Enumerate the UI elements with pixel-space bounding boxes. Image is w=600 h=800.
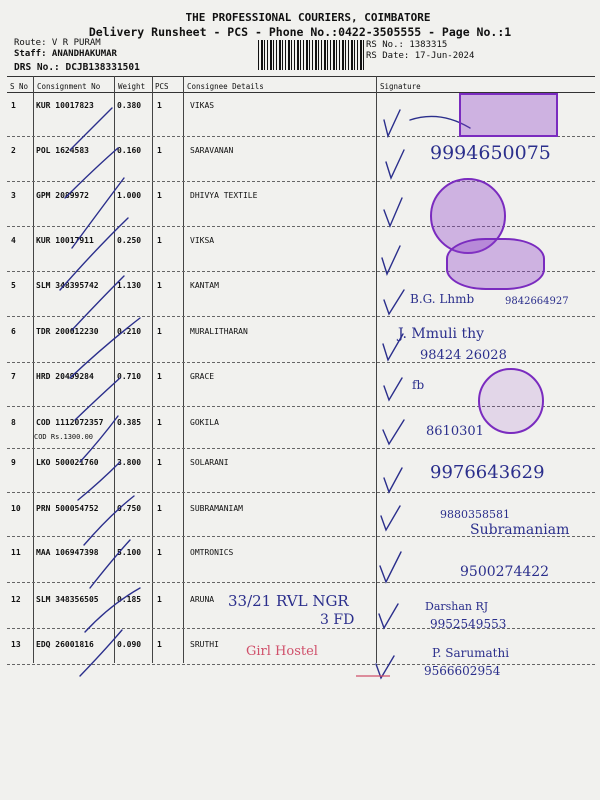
- staff-label: Staff: ANANDHAKUMAR: [14, 49, 117, 59]
- company-name: THE PROFESSIONAL COURIERS, COIMBATORE: [185, 11, 431, 24]
- cod-note: COD Rs.1300.00: [34, 433, 94, 441]
- cell-pcs: 1: [157, 418, 162, 427]
- tick-mark: [78, 462, 120, 500]
- cell-weight: 0.160: [117, 146, 142, 155]
- handwritten-name: P. Sarumathi: [432, 646, 510, 660]
- cell-consignee: SARAVANAN: [190, 146, 234, 155]
- rs-number: RS No.: 1383315: [366, 40, 448, 50]
- cell-consignee: KANTAM: [190, 281, 219, 290]
- cell-consignment: GPM 2089972: [36, 191, 89, 200]
- cell-pcs: 1: [157, 327, 162, 336]
- cell-sno: 11: [11, 548, 21, 557]
- cell-consignment: POL 1624583: [36, 146, 89, 155]
- col-header-pcs: PCS: [155, 82, 169, 91]
- company-stamp: [446, 238, 545, 290]
- cell-consignment: HRD 20499284: [36, 372, 94, 381]
- handwritten-name: Darshan RJ: [425, 600, 489, 613]
- cell-sno: 6: [11, 327, 16, 336]
- signature-tick: [384, 378, 402, 400]
- cell-consignee: SRUTHI: [190, 640, 219, 649]
- cell-weight: 0.750: [117, 504, 142, 513]
- cell-weight: 3.800: [117, 458, 142, 467]
- cell-consignment: EDQ 26001816: [36, 640, 94, 649]
- col-header-weight: Weight: [118, 82, 146, 91]
- cell-pcs: 1: [157, 640, 162, 649]
- tick-mark: [85, 588, 140, 632]
- signature-tick: [379, 604, 398, 628]
- cell-weight: 0.250: [117, 236, 142, 245]
- cell-weight: 5.100: [117, 548, 142, 557]
- col-header-signature: Signature: [380, 82, 421, 91]
- tick-mark: [84, 496, 134, 545]
- cell-sno: 7: [11, 372, 16, 381]
- cell-consignee: OMTRONICS: [190, 548, 234, 557]
- signature-tick: [380, 552, 401, 582]
- handwritten-floor: 3 FD: [320, 612, 355, 628]
- cell-pcs: 1: [157, 146, 162, 155]
- signature-tick: [384, 198, 402, 226]
- handwritten-phone: 8610301: [426, 424, 484, 439]
- signature-tick: [386, 150, 404, 178]
- cell-sno: 9: [11, 458, 16, 467]
- cell-consignment: SLM 348356505: [36, 595, 99, 604]
- runsheet-title: Delivery Runsheet - PCS - Phone No.:0422-3505555 - Page No.:1: [88, 25, 512, 39]
- handwritten-phone: 9500274422: [460, 564, 550, 580]
- col-header-sno: S No: [10, 82, 29, 91]
- cell-weight: 1.000: [117, 191, 142, 200]
- handwritten-mark: fb: [412, 378, 425, 392]
- cell-weight: 0.710: [117, 372, 142, 381]
- cell-consignment: LKO 500021760: [36, 458, 99, 467]
- cell-consignment: KUR 10017823: [36, 101, 94, 110]
- cell-consignee: MURALITHARAN: [190, 327, 248, 336]
- signature-tick: [382, 246, 400, 274]
- cell-sno: 2: [11, 146, 16, 155]
- tick-mark: [80, 416, 118, 462]
- cell-weight: 0.385: [117, 418, 142, 427]
- handwritten-note: Girl Hostel: [246, 644, 318, 659]
- round-stamp: [478, 368, 544, 434]
- cell-consignment: PRN 500054752: [36, 504, 99, 513]
- tick-mark: [65, 148, 118, 198]
- rs-date: RS Date: 17-Jun-2024: [366, 51, 475, 61]
- cell-sno: 12: [11, 595, 21, 604]
- signature-tick: [384, 110, 400, 136]
- cell-pcs: 1: [157, 458, 162, 467]
- cell-weight: 1.130: [117, 281, 142, 290]
- signature-tick: [381, 506, 400, 530]
- cell-sno: 5: [11, 281, 16, 290]
- cell-pcs: 1: [157, 548, 162, 557]
- col-header-consignee: Consignee Details: [187, 82, 264, 91]
- cell-consignee: DHIVYA TEXTILE: [190, 191, 258, 200]
- handwritten-name: J. Mmuli thy: [398, 326, 485, 342]
- cell-sno: 4: [11, 236, 16, 245]
- cell-consignee: ARUNA: [190, 595, 215, 604]
- tick-mark: [70, 318, 140, 378]
- handwritten-phone: 9976643629: [430, 462, 545, 483]
- tick-mark: [72, 178, 124, 248]
- tick-mark: [90, 540, 130, 588]
- handwritten-phone: 98424 26028: [420, 348, 507, 363]
- cell-consignment: TDR 200012230: [36, 327, 99, 336]
- handwritten-name: B.G. Lhmb: [410, 292, 475, 306]
- col-header-consignment: Consignment No: [37, 82, 101, 91]
- signature-tick: [376, 656, 394, 678]
- cell-consignment: COD 1112072357: [36, 418, 104, 427]
- cell-pcs: 1: [157, 504, 162, 513]
- handwritten-phone: 9566602954: [424, 664, 501, 678]
- drs-number: DRS No.: DCJB138331501: [14, 62, 140, 73]
- cell-consignment: KUR 10017911: [36, 236, 94, 245]
- cell-weight: 0.380: [117, 101, 142, 110]
- cell-sno: 13: [11, 640, 21, 649]
- cell-sno: 1: [11, 101, 16, 110]
- cell-weight: 0.210: [117, 327, 142, 336]
- cell-sno: 10: [11, 504, 21, 513]
- handwritten-phone: 9842664927: [505, 296, 569, 307]
- handwritten-phone: 9880358581: [440, 508, 510, 521]
- signature-tick: [384, 468, 402, 492]
- cell-pcs: 1: [157, 595, 162, 604]
- cell-sno: 3: [11, 191, 16, 200]
- company-stamp: [459, 93, 558, 137]
- cell-weight: 0.185: [117, 595, 142, 604]
- tick-mark: [72, 276, 124, 330]
- cell-pcs: 1: [157, 281, 162, 290]
- cell-weight: 0.090: [117, 640, 142, 649]
- handwritten-address: 33/21 RVL NGR: [228, 592, 349, 610]
- cell-consignment: SLM 348395742: [36, 281, 99, 290]
- signature-tick: [384, 290, 404, 314]
- handwritten-phone: 9994650075: [430, 142, 551, 164]
- tick-mark: [75, 378, 120, 420]
- cell-pcs: 1: [157, 236, 162, 245]
- cell-consignee: VIKSA: [190, 236, 215, 245]
- tick-mark: [70, 108, 112, 150]
- cell-consignee: GOKILA: [190, 418, 219, 427]
- cell-pcs: 1: [157, 191, 162, 200]
- cell-pcs: 1: [157, 372, 162, 381]
- cell-consignment: MAA 106947398: [36, 548, 99, 557]
- cell-consignee: GRACE: [190, 372, 215, 381]
- signature-tick: [383, 420, 404, 444]
- cell-consignee: VIKAS: [190, 101, 215, 110]
- handwritten-name: Subramaniam: [470, 522, 570, 538]
- cell-pcs: 1: [157, 101, 162, 110]
- cell-consignee: SUBRAMANIAM: [190, 504, 243, 513]
- tick-mark: [80, 630, 122, 676]
- route-label: Route: V R PURAM: [14, 38, 101, 48]
- tick-mark: [60, 218, 128, 290]
- cell-sno: 8: [11, 418, 16, 427]
- cell-consignee: SOLARANI: [190, 458, 229, 467]
- handwritten-phone: 9952549553: [430, 617, 507, 631]
